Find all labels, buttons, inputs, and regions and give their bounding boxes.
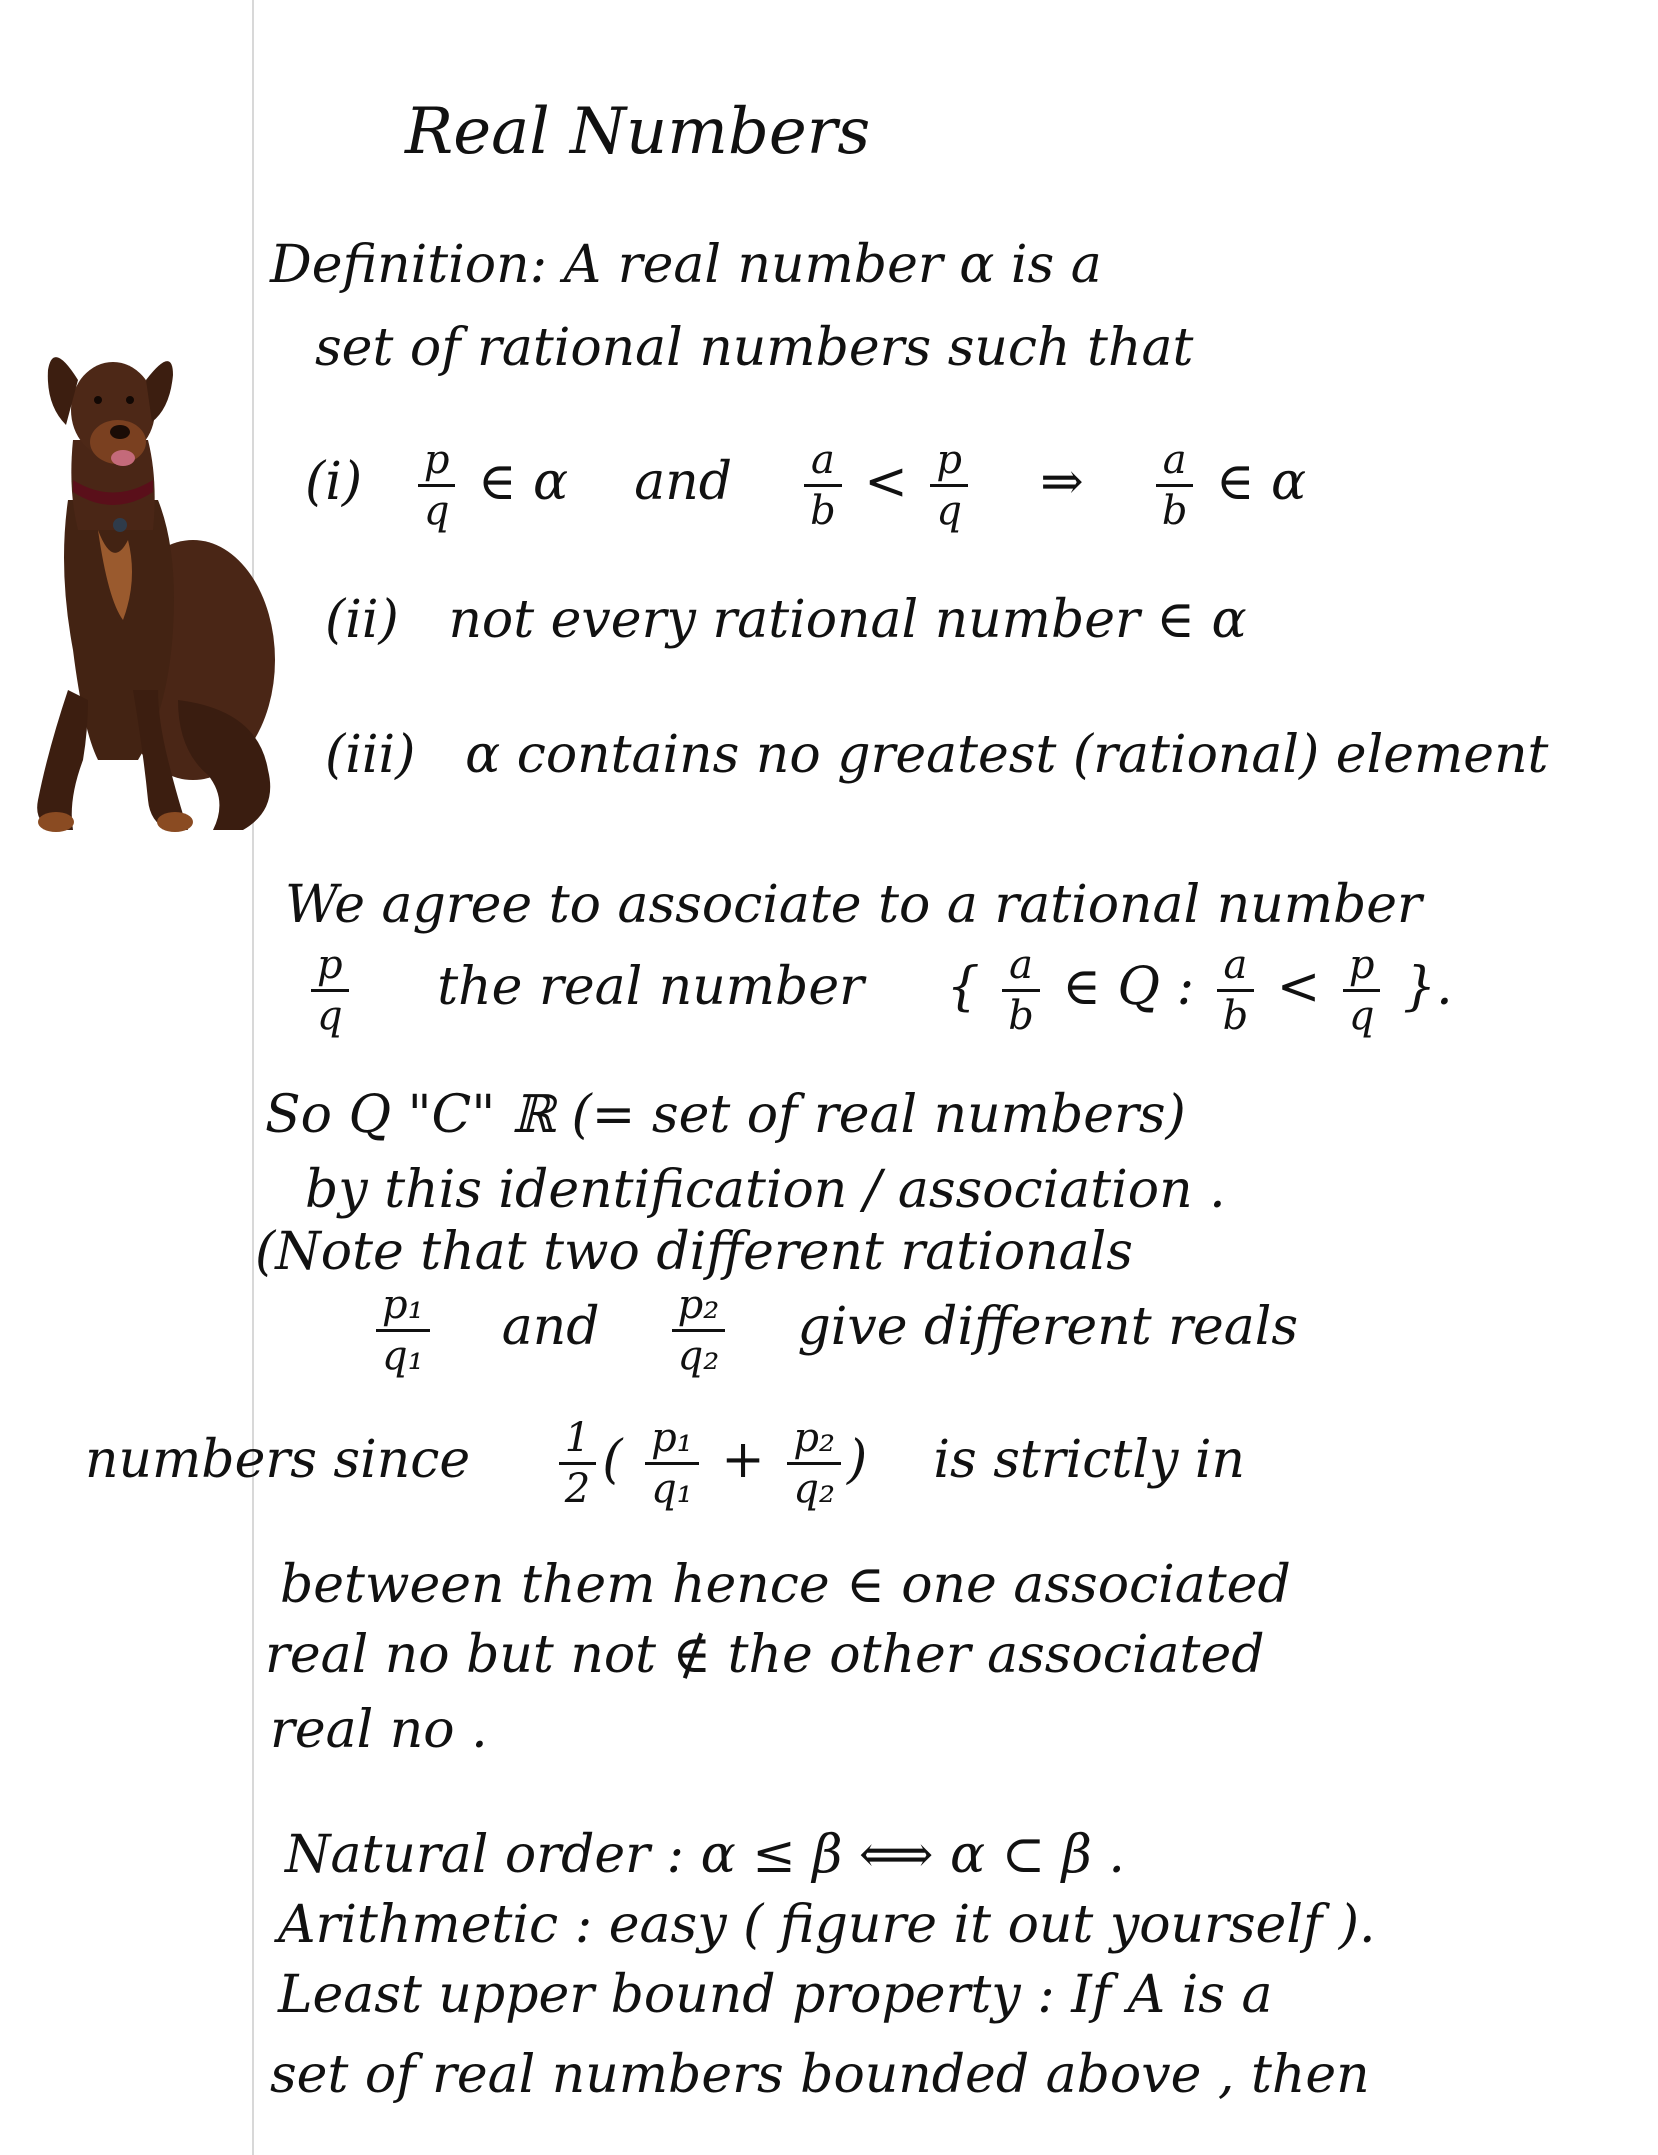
arithmetic-line: Arithmetic : easy ( figure it out yourself ). — [278, 1895, 1376, 1955]
implies-arrow: ⇒ — [1040, 452, 1084, 512]
fraction-one-half — [559, 1415, 596, 1512]
denominator: q — [317, 993, 343, 1039]
in-Q: ∈ Q : — [1062, 957, 1195, 1017]
denominator: q — [1348, 993, 1375, 1039]
condition-iii — [325, 725, 1548, 785]
fraction-p2-over-q2-2 — [787, 1415, 841, 1512]
fraction-a-over-b-3 — [1002, 942, 1040, 1039]
condition-ii-label: (ii) — [325, 590, 399, 650]
fraction-p2-over-q2 — [672, 1282, 726, 1379]
denominator: q — [423, 488, 450, 534]
set-open-brace: { — [946, 957, 980, 1017]
page-title: Real Numbers — [405, 95, 871, 169]
is-strictly-in: is strictly in — [933, 1430, 1245, 1490]
denominator: b — [1008, 993, 1034, 1039]
in-alpha-result: ∈ α — [1215, 452, 1307, 512]
association-line-1: We agree to associate to a rational number — [285, 875, 1422, 935]
denominator: q₁ — [382, 1333, 424, 1379]
in-alpha: ∈ α — [477, 452, 569, 512]
numerator: p₁ — [376, 1285, 430, 1332]
numerator: 1 — [559, 1418, 596, 1465]
numerator: a — [1002, 945, 1040, 992]
association-line-2 — [305, 942, 1453, 1039]
the-real-number-text: the real number — [437, 957, 864, 1017]
lub-line-2: set of real numbers bounded above , then — [270, 2045, 1370, 2105]
numerator: p₂ — [787, 1418, 841, 1465]
fraction-p-over-q-4 — [1343, 942, 1381, 1039]
give-different-reals: give different reals — [797, 1297, 1299, 1357]
numerator: p — [930, 440, 968, 487]
definition-line-1: Definition: A real number α is a — [270, 235, 1102, 295]
less-than: < — [864, 452, 908, 512]
page-margin-line — [252, 0, 254, 2155]
plus-sign: + — [721, 1430, 765, 1490]
doberman-dog-image — [28, 330, 288, 840]
so-line-5: numbers since $\frac{1}{2}$ ( $\frac{\text{p₁}}{\text{q₁}}$ + $\frac{\text{p₂}}{\text{q₂}}$ ) is strictly in — [85, 1415, 1245, 1512]
denominator: q — [936, 488, 962, 534]
condition-i-label: (i) — [305, 452, 363, 512]
condition-iii-label: (iii) — [325, 725, 416, 785]
numerator: p₁ — [645, 1418, 699, 1465]
numbers-since: numbers since — [85, 1430, 471, 1490]
so-line-1: So Q "C" ℝ (= set of real numbers) — [265, 1085, 1186, 1145]
numerator: a — [804, 440, 842, 487]
natural-order-line: Natural order : α ≤ β ⟺ α ⊂ β . — [285, 1825, 1125, 1885]
set-close-brace: }. — [1403, 957, 1453, 1017]
numerator: p₂ — [672, 1285, 726, 1332]
less-than: < — [1276, 957, 1321, 1017]
and-word-2: and — [501, 1297, 600, 1357]
fraction-a-over-b-4 — [1217, 942, 1255, 1039]
lub-line-1: Least upper bound property : If A is a — [278, 1965, 1273, 2025]
definition-line-2: set of rational numbers such that — [315, 318, 1194, 378]
so-line-6: between them hence ∈ one associated — [280, 1555, 1291, 1615]
fraction-p1-over-q1 — [376, 1282, 430, 1379]
so-line-8: real no . — [270, 1700, 488, 1760]
and-word: and — [634, 452, 732, 512]
fraction-p-over-q-3 — [311, 942, 349, 1039]
condition-iii-text: α contains no greatest (rational) element — [465, 725, 1549, 785]
condition-ii-text: not every rational number ∈ α — [448, 590, 1247, 650]
denominator: b — [1222, 993, 1249, 1039]
so-line-2: by this identification / association . — [305, 1160, 1226, 1220]
denominator: 2 — [564, 1466, 591, 1512]
so-line-7: real no but not ∉ the other associated — [265, 1625, 1265, 1685]
numerator: p — [1343, 945, 1381, 992]
denominator: b — [1161, 488, 1188, 534]
numerator: p — [418, 440, 456, 487]
denominator: q₂ — [677, 1333, 720, 1379]
numerator: a — [1217, 945, 1255, 992]
fraction-p-over-q-2 — [930, 437, 968, 534]
so-line-4 — [370, 1282, 1299, 1379]
condition-i — [305, 437, 1307, 534]
so-line-3: (Note that two different rationals — [255, 1222, 1133, 1282]
denominator: q₁ — [651, 1466, 693, 1512]
fraction-p-over-q — [418, 437, 456, 534]
numerator: p — [311, 945, 349, 992]
fraction-p1-over-q1-2 — [645, 1415, 699, 1512]
fraction-a-over-b — [804, 437, 842, 534]
denominator: q₂ — [793, 1466, 835, 1512]
fraction-a-over-b-2 — [1156, 437, 1194, 534]
numerator: a — [1156, 440, 1194, 487]
denominator: b — [810, 488, 836, 534]
condition-ii — [325, 590, 1247, 650]
